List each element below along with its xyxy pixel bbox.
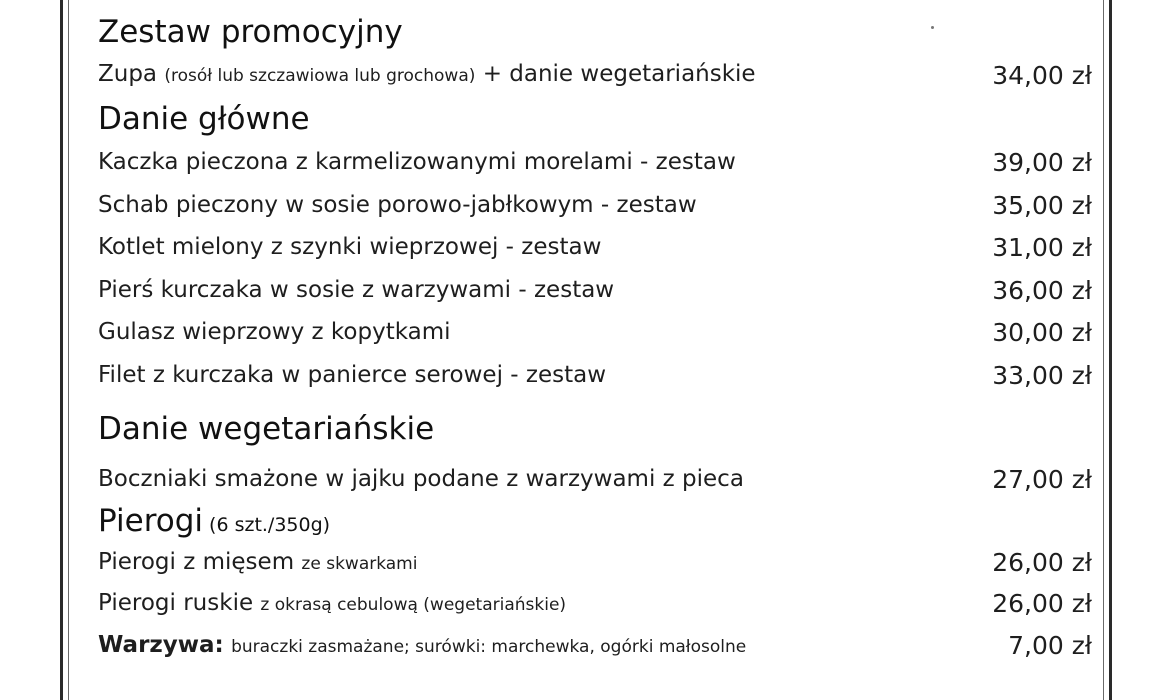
menu-item-name: Pierogi ruskie <box>98 590 254 616</box>
section-heading-promo: Zestaw promocyjny <box>98 14 403 50</box>
menu-item-price: 30,00 zł <box>992 318 1092 347</box>
menu-item-note: buraczki zasmażane; surówki: marchewka, ogórki małosolne <box>231 637 747 657</box>
menu-item-pierogi-meat <box>98 551 417 574</box>
menu-item-price: 39,00 zł <box>992 148 1092 177</box>
menu-item-suffix: + danie wegetariańskie <box>482 61 756 87</box>
menu-item-pierogi-ruskie <box>98 592 566 615</box>
menu-item-note: z okrasą cebulową (wegetariańskie) <box>260 595 567 615</box>
menu-item-name: Pierogi z mięsem <box>98 549 295 575</box>
menu-item-note: (rosół lub szczawiowa lub grochowa) <box>164 66 476 86</box>
menu-item-main-goulash: Gulasz wieprzowy z kopytkami <box>98 319 451 345</box>
menu-item-price: 33,00 zł <box>992 361 1092 390</box>
menu-item-price: 31,00 zł <box>992 233 1092 262</box>
section-heading-pierogi-subtitle: (6 szt./350g) <box>209 514 331 536</box>
menu-item-vegetarian-mushrooms: Boczniaki smażone w jajku podane z warzywami z pieca <box>98 466 744 492</box>
section-heading-pierogi <box>98 503 331 539</box>
menu-item-price: 36,00 zł <box>992 276 1092 305</box>
menu-item-note: ze skwarkami <box>301 554 418 574</box>
menu-item-price: 27,00 zł <box>992 465 1092 494</box>
section-heading-pierogi-title: Pierogi <box>98 503 204 539</box>
menu-item-promo-soup <box>98 63 756 86</box>
menu-item-price: 34,00 zł <box>992 61 1092 90</box>
menu-item-price: 26,00 zł <box>992 589 1092 618</box>
section-heading-vegetarian: Danie wegetariańskie <box>98 411 435 447</box>
menu-item-main-chicken-breast: Pierś kurczaka w sosie z warzywami - zestaw <box>98 277 615 303</box>
menu-item-main-pork-loin: Schab pieczony w sosie porowo-jabłkowym - zestaw <box>98 192 697 218</box>
menu-item-main-chicken-fillet: Filet z kurczaka w panierce serowej - zestaw <box>98 362 607 388</box>
menu-item-name: Zupa <box>98 61 158 87</box>
section-heading-main: Danie główne <box>98 101 310 137</box>
menu-item-label: Warzywa: <box>98 632 224 658</box>
menu-item-main-duck: Kaczka pieczona z karmelizowanymi morelami - zestaw <box>98 149 736 175</box>
menu-item-vegetables <box>98 634 746 657</box>
print-speck <box>931 26 934 29</box>
menu-item-main-cutlet: Kotlet mielony z szynki wieprzowej - zestaw <box>98 234 602 260</box>
menu-item-price: 26,00 zł <box>992 548 1092 577</box>
menu-item-price: 7,00 zł <box>1008 631 1092 660</box>
menu-item-price: 35,00 zł <box>992 191 1092 220</box>
